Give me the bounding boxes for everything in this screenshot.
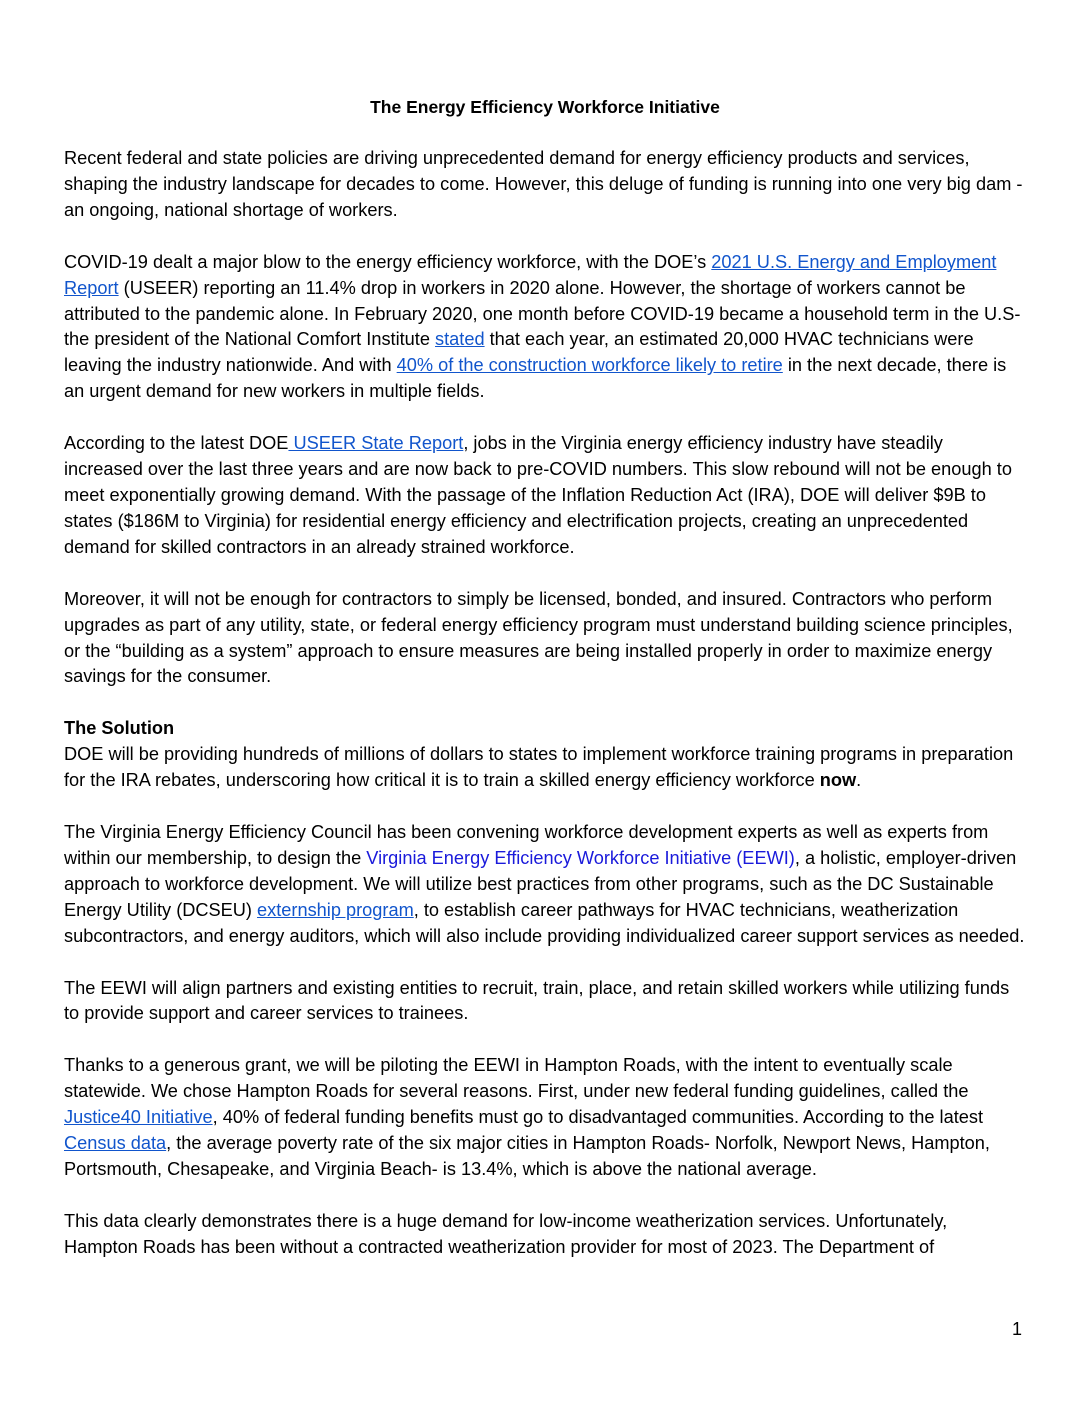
text: According to the latest DOE xyxy=(64,433,289,454)
text: , jobs in the Virginia energy efficiency industry have steadily increased over the last three years and are now back to pre-COVID numbers. This slow rebound will not be enough to meet exponentially growing demand. With the passage of the Inflation Reduction Act (IRA), DOE will deliver $9B to states ($186M to Virginia) for residential energy efficiency and electrification projects, creating an unprecedented demand for skilled contractors in an already strained workforce. xyxy=(64,433,1012,557)
text: COVID-19 dealt a major blow to the energy efficiency workforce, with the DOE’s xyxy=(64,251,712,272)
paragraph-covid xyxy=(64,250,1026,405)
emphasis-now: now xyxy=(819,770,857,791)
link-externship-program[interactable]: externship program xyxy=(257,899,414,920)
paragraph-eewi-partners: The EEWI will align partners and existing entities to recruit, train, place, and retain skilled workers while utilizing funds to provide support and career services to trainees. xyxy=(64,977,1010,1024)
link-justice40[interactable]: Justice40 Initiative xyxy=(64,1107,213,1128)
paragraph-contractors: Moreover, it will not be enough for contractors to simply be licensed, bonded, and insured. Contractors who perform upgrades as part of any utility, state, or federal energy efficiency program must understand building science principles, or the “building as a system” approach to ensure measures are being installed properly in order to maximize energy savings for the consumer. xyxy=(64,588,1013,687)
document-title: The Energy Efficiency Workforce Initiative xyxy=(370,97,720,117)
link-construction-retire[interactable]: 40% of the construction workforce likely to retire xyxy=(396,355,783,376)
link-census-data[interactable]: Census data xyxy=(64,1133,167,1154)
document-page xyxy=(64,94,1026,1287)
link-useer-2021[interactable]: 2021 U.S. Energy and Employment Report xyxy=(64,251,997,298)
text: DOE will be providing hundreds of millions of dollars to states to implement workforce training programs in preparation for the IRA rebates, underscoring how critical it is to train a skilled energy efficiency workforce xyxy=(64,744,1014,791)
paragraph-virginia-jobs xyxy=(64,431,1026,561)
link-stated[interactable]: stated xyxy=(435,329,485,350)
text: that each year, an estimated 20,000 HVAC technicians were leaving the industry nationwide. And with xyxy=(64,329,974,376)
text: , a holistic, employer-driven approach to workforce development. We will utilize best practices from other programs, such as the DC Sustainable Energy Utility (DCSEU) xyxy=(64,847,1017,920)
paragraph-hampton-roads xyxy=(64,1053,1026,1183)
text: (USEER) reporting an 11.4% drop in workers in 2020 alone. However, the shortage of workers cannot be attributed to the pandemic alone. In February 2020, one month before COVID-19 became a household term in the U.S- the president of the National Comfort Institute xyxy=(64,277,1021,350)
page-number: 1 xyxy=(1011,1319,1022,1339)
text: , 40% of federal funding benefits must go to disadvantaged communities. According to the latest xyxy=(212,1107,984,1128)
section-solution xyxy=(64,716,1026,794)
text: . xyxy=(856,770,862,791)
text: , the average poverty rate of the six major cities in Hampton Roads- Norfolk, Newport News, Hampton, Portsmouth, Chesapeake, and Virginia Beach- is 13.4%, which is above the national average. xyxy=(64,1133,990,1179)
text: The Virginia Energy Efficiency Council has been convening workforce development experts as well as experts from within our membership, to design the xyxy=(64,822,989,868)
link-useer-state-report[interactable]: USEER State Report xyxy=(288,433,464,454)
paragraph-weatherization: This data clearly demonstrates there is a huge demand for low-income weatherization services. Unfortunately, Hampton Roads has been without a contracted weatherization provider for most of 2023. The Department of xyxy=(64,1210,948,1257)
text: in the next decade, there is an urgent demand for new workers in multiple fields. xyxy=(64,355,1007,402)
text: , to establish career pathways for HVAC technicians, weatherization subcontractors, and energy auditors, which will also include providing individualized career support services as needed. xyxy=(64,899,1025,946)
text: Thanks to a generous grant, we will be piloting the EEWI in Hampton Roads, with the intent to eventually scale statewide. We chose Hampton Roads for several reasons. First, under new federal funding guidelines, called the xyxy=(64,1055,969,1102)
paragraph-council xyxy=(64,820,1026,950)
eewi-name: Virginia Energy Efficiency Workforce Initiative (EEWI) xyxy=(366,847,795,868)
paragraph-intro: Recent federal and state policies are driving unprecedented demand for energy efficiency products and services, shaping the industry landscape for decades to come. However, this deluge of funding is running into one very big dam - an ongoing, national shortage of workers. xyxy=(64,148,1023,220)
section-heading: The Solution xyxy=(64,718,175,739)
